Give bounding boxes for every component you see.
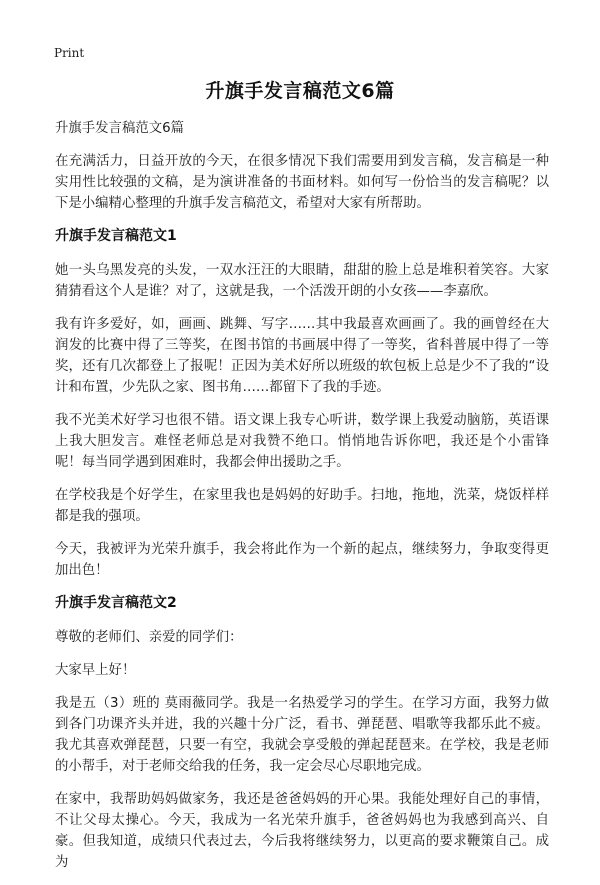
section-heading-1: 升旗手发言稿范文1 <box>55 228 177 244</box>
paragraph: 我是五（3）班的 莫雨薇同学。我是一名热爱学习的学生。在学习方面，我努力做到各门功课齐头并进，我的兴趣十分广泛，看书、弹琵琶、唱歌等我都乐此不疲。我尤其喜欢弹琵琶，只要一有空，我就会享受般的弹起琵琶来。在学校，我是老师的小帮手，对于老师交给我的任务，我一定会尽心尽职地完成。 <box>55 696 549 774</box>
paragraph: 她一头乌黑发亮的头发，一双水汪汪的大眼睛，甜甜的脸上总是堆积着笑容。大家猜猜看这个人是谁？对了，这就是我，一个活泼开朗的小女孩——李嘉欣。 <box>55 263 549 299</box>
paragraph: 大家早上好！ <box>55 663 136 678</box>
paragraph: 我不光美术好学习也很不错。语文课上我专心听讲，数学课上我爱动脑筋，英语课上我大胆发言。难怪老师总是对我赞不绝口。悄悄地告诉你吧，我还是个小雷锋呢！每当同学遇到困难时，我都会伸出援助之手。 <box>55 413 549 470</box>
paragraph: 我有许多爱好，如，画画、跳舞、写字……其中我最喜欢画画了。我的画曾经在大润发的比赛中得了三等奖，在图书馆的书画展中得了一等奖，省科普展中得了一等奖，还有几次都登上了报呢！正因为美术好所以班级的软包板上总是少不了我的“设计和布置，少先队之家、图书角……都留下了我的手迹。 <box>55 317 549 395</box>
paragraph: 在家中，我帮助妈妈做家务，我还是爸爸妈妈的开心果。我能处理好自己的事情，不让父母太操心。今天，我成为一名光荣升旗手，爸爸妈妈也为我感到高兴、自豪。但我知道，成绩只代表过去，今后我将继续努力，以更高的要求鞭策自己。成为 <box>55 792 549 870</box>
section-heading-2: 升旗手发言稿范文2 <box>55 595 177 611</box>
document-body <box>55 118 549 885</box>
document-title: 升旗手发言稿范文6篇 <box>205 80 395 102</box>
intro-paragraph: 在充满活力，日益开放的今天，在很多情况下我们需要用到发言稿，发言稿是一种实用性比较强的文稿，是为演讲准备的书面材料。如何写一份恰当的发言稿呢？以下是小编精心整理的升旗手发言稿范文，希望对大家有所帮助。 <box>55 154 549 211</box>
paragraph: 尊敬的老师们、亲爱的同学们： <box>55 630 243 645</box>
document-subtitle: 升旗手发言稿范文6篇 <box>55 121 185 136</box>
paragraph: 在学校我是个好学生，在家里我也是妈妈的好助手。扫地，拖地，洗菜，烧饭样样都是我的强项。 <box>55 488 549 524</box>
print-label[interactable]: Print <box>54 46 85 60</box>
paragraph: 今天，我被评为光荣升旗手，我会将此作为一个新的起点，继续努力，争取变得更加出色！ <box>55 542 549 578</box>
